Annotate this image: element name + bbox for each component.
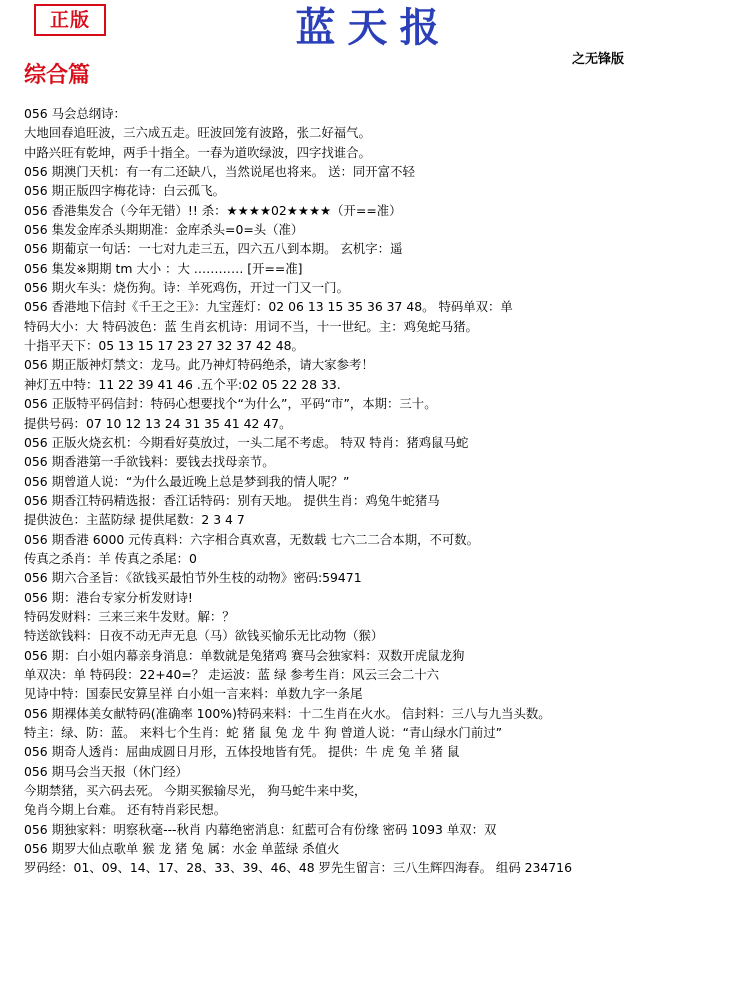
text-line: 056 期独家料：明察秋毫---秋肖 内幕绝密消息：紅藍可合有份缘 密码 1093 单双：双	[24, 821, 497, 837]
text-line: 056 集发※期期 tm 大小 ：大 ………… [开==准]	[24, 260, 303, 276]
text-line: 056 香港集发合（今年无错）!! 杀：★★★★02★★★★（开==准）	[24, 202, 402, 218]
text-line: 单双决：单 特码段：22+40=？ 走运波：蓝 绿 参考生肖：风云三会二十六	[24, 666, 439, 682]
text-line: 056 香港地下信封《千王之王》：九宝莲灯：02 06 13 15 35 36 37 48。 特码单双：单	[24, 299, 513, 315]
text-line: 传真之杀肖：羊 传真之杀尾：0	[24, 550, 197, 566]
text-line: 神灯五中特：11 22 39 41 46 .五个平:02 05 22 28 33.	[24, 376, 341, 392]
text-line: 056 期香港 6000 元传真料：六字相合真欢喜，无数载 七六二二合本期，不可数。	[24, 531, 480, 547]
text-line: 特送欲钱料：日夜不动无声无息（马）欲钱买愉乐无比动物（猴）	[24, 628, 384, 644]
text-line: 056 期香江特码精选报：香江话特码：别有天地。 提供生肖：鸡兔牛蛇猪马	[24, 492, 440, 508]
text-line: 特码大小：大 特码波色：蓝 生肖玄机诗：用词不当，十一世纪。主：鸡兔蛇马猪。	[24, 318, 478, 334]
text-line: 中路兴旺有乾坤，两手十指全。一春为道吹绿波，四字找谁合。	[24, 144, 371, 160]
text-line: 见诗中特：国泰民安算呈祥 白小姐一言来料：单数九字一条尾	[24, 686, 363, 702]
text-line: 056 期火车头：烧伤狗。诗：羊死鸡伤，开过一门又一门。	[24, 280, 349, 296]
section-heading: 综合篇	[24, 62, 91, 88]
text-line: 056 正版特平码信封：特码心想要找个“为什么”，平码“市”，本期：三十。	[24, 396, 437, 412]
text-line: 特主：绿、防：蓝。 来料七个生肖：蛇 猪 鼠 兔 龙 牛 狗 曾道人说：“青山绿水门前过”	[24, 725, 503, 740]
text-line: 056 集发金库杀头期期准：金库杀头=0=头（准）	[24, 222, 304, 238]
prediction-text-body	[24, 104, 739, 878]
text-line: 056 期裸体美女献特码(准确率 100%)特码来料：十二生肖在火水。 信封料：三八与九当头数。	[24, 705, 551, 721]
text-line: 提供波色：主蓝防绿 提供尾数：2 3 4 7	[24, 512, 245, 528]
text-line: 056 正版火烧玄机：今期看好莫放过，一头二尾不考虑。 特双 特肖：猪鸡鼠马蛇	[24, 434, 469, 450]
edition-label: 之无锋版	[572, 52, 625, 67]
text-line: 特码发财料：三来三来牛发财。解：？	[24, 608, 235, 624]
text-line: 罗码经：01、09、14、17、28、33、39、46、48 罗先生留言：三八生辉四海春。 组码 234716	[24, 860, 572, 876]
edition-badge: 正版	[34, 4, 106, 36]
text-line: 十指平天下：05 13 15 17 23 27 32 37 42 48。	[24, 338, 304, 354]
text-line: 今期禁猪，买六码去死。 今期买猴输尽光， 狗马蛇牛来中奖，	[24, 783, 367, 799]
text-line: 056 期葡京一句话：一七对九走三五，四六五八到本期。 玄机字：遥	[24, 241, 403, 257]
text-line: 056 期奇人透肖：屈曲成圆日月形，五体投地皆有凭。 提供：牛 虎 兔 羊 猪 鼠	[24, 744, 460, 760]
text-line: 056 期：白小姐内幕亲身消息：单数就是兔猪鸡 赛马会独家料：双数开虎鼠龙狗	[24, 647, 465, 663]
text-line: 提供号码：07 10 12 13 24 31 35 41 42 47。	[24, 415, 292, 431]
text-line: 056 期正版神灯禁文：龙马。此乃神灯特码绝杀，请大家参考！	[24, 357, 374, 373]
text-line: 056 期：港台专家分析发财诗!	[24, 589, 193, 605]
text-line: 056 期澳门天机：有一有二还缺八，当然说尾也将来。 送：同开富不轻	[24, 164, 415, 180]
text-line: 兔肖今期上台难。 还有特肖彩民想。	[24, 802, 227, 818]
text-line: 056 期罗大仙点歌单 猴 龙 猪 兔 属：水金 单蓝绿 杀值火	[24, 841, 340, 857]
text-line: 056 马会总纲诗：	[24, 106, 126, 121]
text-line: 大地回春追旺波，三六成五走。旺波回笼有波路，张二好福气。	[24, 125, 371, 141]
newspaper-title: 蓝天报	[295, 4, 452, 51]
text-line: 056 期香港第一手欲钱料：要钱去找母亲节。	[24, 454, 275, 470]
text-line: 056 期正版四字梅花诗：白云孤飞。	[24, 183, 226, 199]
text-line: 056 期曾道人说：“为什么最近晚上总是梦到我的情人呢？”	[24, 473, 350, 489]
text-line: 056 期六合圣旨：《欲钱买最怕节外生枝的动物》密码:59471	[24, 570, 362, 586]
text-line: 056 期马会当天报（休门经）	[24, 763, 188, 779]
